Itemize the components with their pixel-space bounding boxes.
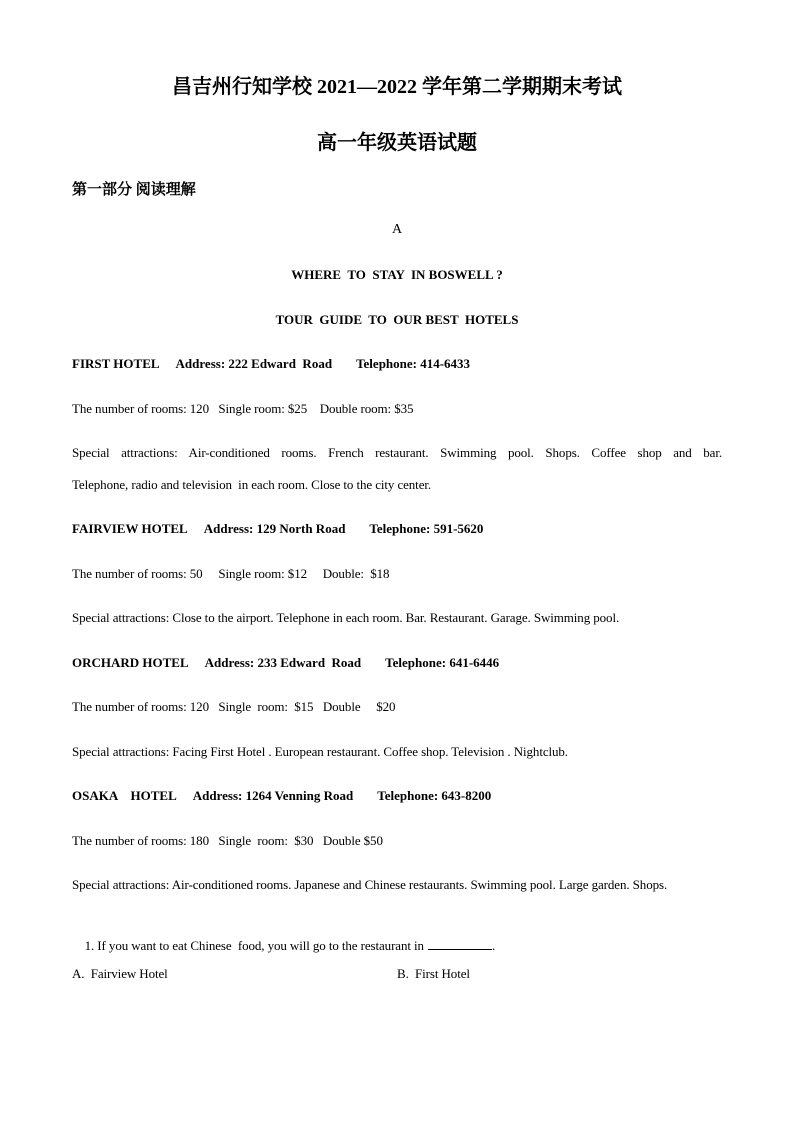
option-a[interactable]: A. Fairview Hotel bbox=[72, 966, 168, 981]
question-end: . bbox=[491, 938, 496, 953]
hotel-attractions: Special attractions: Close to the airport. Telephone in each room. Bar. Restaurant. Garage. Swimming pool. bbox=[72, 610, 620, 625]
option-b[interactable]: B. First Hotel bbox=[397, 966, 470, 981]
hotel-rooms: The number of rooms: 120 Single room: $25 Double room: $35 bbox=[72, 401, 414, 416]
exam-subtitle: 高一年级英语试题 bbox=[317, 132, 477, 154]
passage-label: A bbox=[391, 222, 403, 237]
hotel-name: OSAKA HOTEL bbox=[72, 788, 177, 803]
hotel-header bbox=[72, 788, 491, 804]
hotel-telephone: Telephone: 641-6446 bbox=[385, 655, 500, 670]
hotel-address: Address: 1264 Venning Road bbox=[192, 788, 354, 803]
hotel-name: ORCHARD HOTEL bbox=[72, 655, 189, 670]
hotel-telephone: Telephone: 414-6433 bbox=[356, 356, 471, 371]
hotel-address: Address: 129 North Road bbox=[203, 521, 346, 536]
hotel-header bbox=[72, 356, 470, 372]
hotel-rooms: The number of rooms: 180 Single room: $30 Double $50 bbox=[72, 833, 383, 848]
passage-subheading: TOUR GUIDE TO OUR BEST HOTELS bbox=[275, 312, 519, 327]
hotel-attractions: Special attractions: Air-conditioned rooms. Japanese and Chinese restaurants. Swimming pool. Large garden. Shops. bbox=[72, 877, 668, 892]
hotel-telephone: Telephone: 591-5620 bbox=[369, 521, 484, 536]
hotel-telephone: Telephone: 643-8200 bbox=[377, 788, 492, 803]
passage-heading: WHERE TO STAY IN BOSWELL ? bbox=[291, 267, 503, 282]
hotel-header bbox=[72, 521, 483, 537]
hotel-address: Address: 222 Edward Road bbox=[175, 356, 333, 371]
hotel-name: FAIRVIEW HOTEL bbox=[72, 521, 188, 536]
answer-blank bbox=[428, 939, 492, 950]
hotel-attractions: Special attractions: Facing First Hotel . European restaurant. Coffee shop. Television . Nightclub. bbox=[72, 744, 568, 759]
question-stem bbox=[72, 922, 495, 970]
hotel-address: Address: 233 Edward Road bbox=[204, 655, 362, 670]
hotel-name: FIRST HOTEL bbox=[72, 356, 160, 371]
hotel-attractions-continued: Telephone, radio and television in each room. Close to the city center. bbox=[72, 477, 432, 492]
exam-title: 昌吉州行知学校 2021—2022 学年第二学期期末考试 bbox=[172, 76, 622, 98]
section-heading: 第一部分 阅读理解 bbox=[72, 182, 196, 198]
hotel-header bbox=[72, 655, 499, 671]
question-text: 1. If you want to eat Chinese food, you will go to the restaurant in bbox=[84, 938, 424, 953]
hotel-rooms: The number of rooms: 50 Single room: $12 Double: $18 bbox=[72, 566, 390, 581]
hotel-rooms: The number of rooms: 120 Single room: $15 Double $20 bbox=[72, 699, 396, 714]
hotel-attractions: Special attractions: Air-conditioned rooms. French restaurant. Swimming pool. Shops. Coffee shop and bar. bbox=[72, 445, 722, 460]
